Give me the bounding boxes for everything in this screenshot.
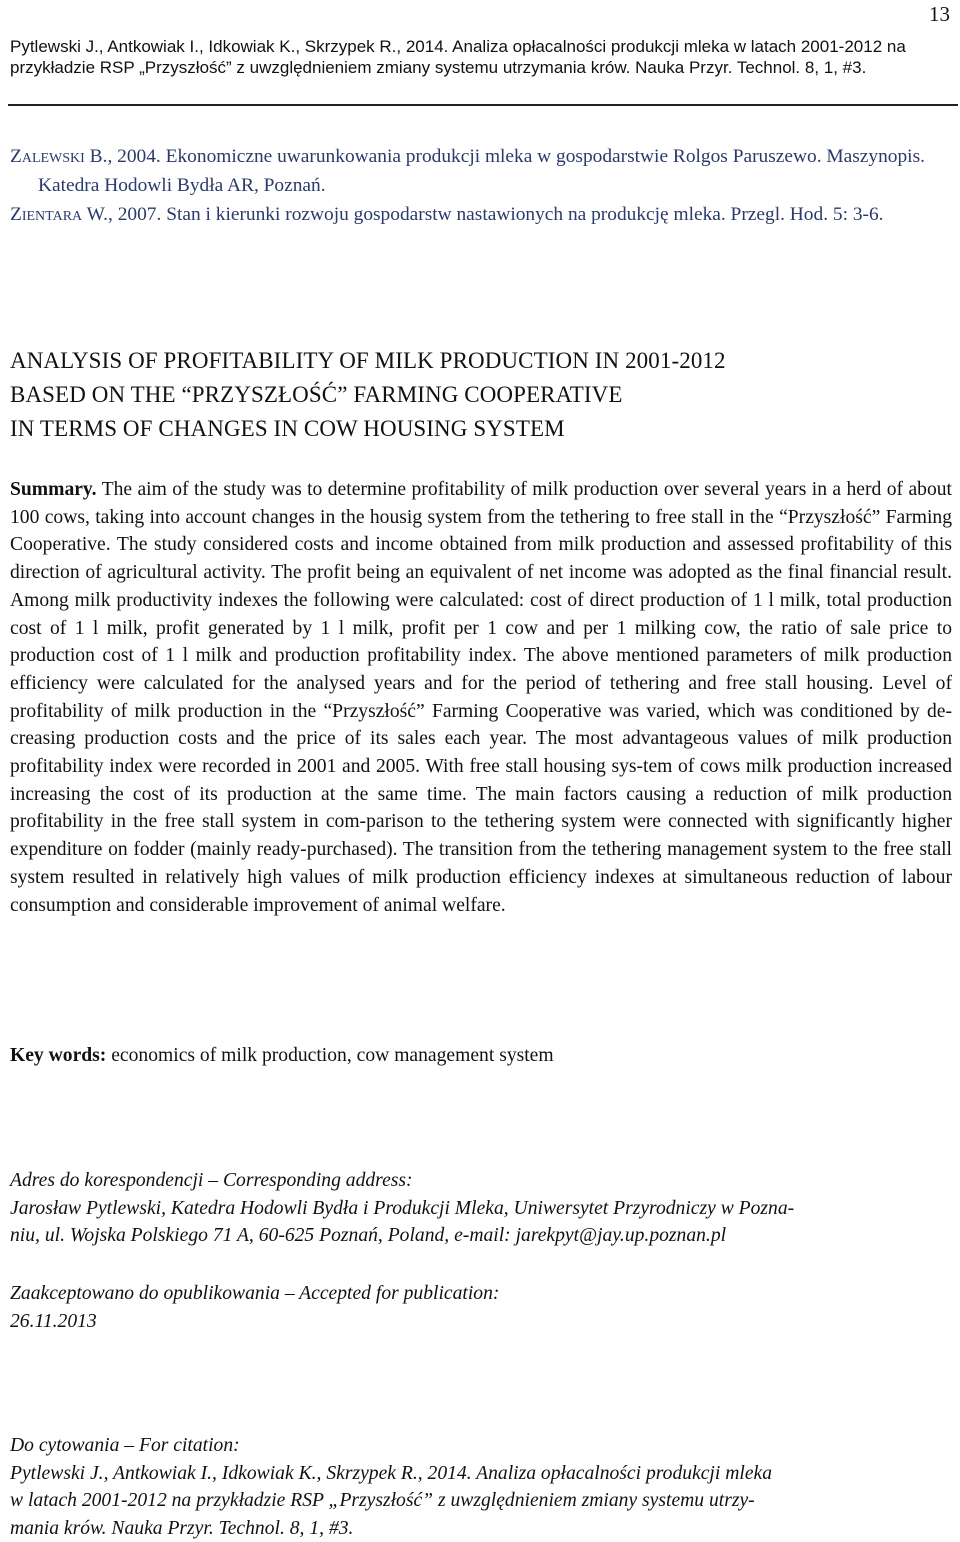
reference-list — [10, 142, 955, 229]
reference-text: Ekonomiczne uwarunkowania produkcji mleka w gospodarstwie Rolgos Paruszewo. Maszynopis. Katedra Hodowli Bydła AR, Poznań. — [38, 146, 925, 196]
english-title-line: ANALYSIS OF PROFITABILITY OF MILK PRODUCTION IN 2001-2012 — [10, 348, 726, 373]
citation-line: w latach 2001-2012 na przykładzie RSP „Przyszłość” z uwzględnieniem zmiany systemu utrzy- — [10, 1490, 755, 1511]
english-title — [10, 344, 955, 446]
summary-paragraph — [10, 476, 952, 919]
citation-block — [10, 1432, 955, 1542]
accepted-date: 26.11.2013 — [10, 1310, 97, 1332]
reference-item — [10, 200, 955, 229]
header-rule — [8, 104, 958, 106]
summary-text: The aim of the study was to determine profitability of milk production over several years in a herd of about 100 cows, taking into account changes in the housig system from the tethering to free stall in the “Przyszłość” Farming Cooperative. The study considered costs and income obtained from milk production and assessed profitability of this direction of agricultural activity. The profit being an equivalent of net income was adopted as the final financial result. Among milk productivity indexes the following were calculated: cost of direct production of 1 l milk, total production cost of 1 l milk, profit generated by 1 l milk, profit per 1 cow and per 1 milking cow, the ratio of sale price to production cost of 1 l milk and production profitability index. The above mentioned parameters of milk production efficiency were calculated for the analysed years and for the period of tethering and free stall housing. Level of profitability of milk production in the “Przyszłość” Farming Cooperative was varied, which was conditioned by de-creasing production costs and the price of its sales each year. The most advantageous values of milk production profitability index were recorded in 2001 and 2005. With free stall housing sys-tem of cows milk production increased increasing the cost of its production at the same time. The main factors causing a reduction of milk production profitability in the free stall system in com-parison to the tethering system were connected with significantly higher expenditure on fodder (mainly ready-purchased). The transition from the tethering management system to the free stall system resulted in relatively high values of milk production efficiency indexes at simultaneous reduction of labour consumption and considerable improvement of animal welfare. — [10, 479, 952, 916]
correspondence-line: Jarosław Pytlewski, Katedra Hodowli Bydła i Produkcji Mleka, Uniwersytet Przyrodniczy w Pozna- — [10, 1197, 795, 1219]
accepted-heading: Zaakceptowano do opublikowania – Accepted for publication: — [10, 1283, 500, 1304]
citation-line: Pytlewski J., Antkowiak I., Idkowiak K., Skrzypek R., 2014. Analiza opłacalności produkcji mleka — [10, 1462, 773, 1484]
accepted-block — [10, 1280, 955, 1335]
correspondence-heading: Adres do korespondencji – Corresponding address: — [10, 1170, 413, 1191]
citation-line: mania krów. Nauka Przyr. Technol. 8, 1, #3. — [10, 1517, 354, 1539]
english-title-line: IN TERMS OF CHANGES IN COW HOUSING SYSTEM — [10, 416, 565, 441]
reference-author: Zientara W., 2007. — [10, 204, 162, 225]
citation-heading: Do cytowania – For citation: — [10, 1435, 240, 1456]
page-number: 13 — [929, 2, 950, 26]
correspondence-block — [10, 1167, 955, 1250]
summary-label: Summary. — [10, 479, 97, 500]
keywords-label: Key words: — [10, 1045, 107, 1066]
keywords — [10, 1042, 955, 1070]
english-title-line: BASED ON THE “PRZYSZŁOŚĆ” FARMING COOPERATIVE — [10, 382, 623, 407]
reference-item — [10, 142, 955, 200]
correspondence-line: niu, ul. Wojska Polskiego 71 A, 60-625 Poznań, Poland, e-mail: jarekpyt@jay.up.poznan.pl — [10, 1225, 727, 1246]
running-head: Pytlewski J., Antkowiak I., Idkowiak K., Skrzypek R., 2014. Analiza opłacalności produkcji mleka w latach 2001-2012 na przykładzie RSP „Przyszłość” z uwzględnieniem zmiany systemu utrzymania krów. Nauka Przyr. Technol. 8, 1, #3. — [10, 37, 906, 77]
reference-text: Stan i kierunki rozwoju gospodarstw nastawionych na produkcję mleka. Przegl. Hod. 5: 3-6. — [161, 204, 884, 225]
keywords-text: economics of milk production, cow management system — [106, 1045, 554, 1066]
reference-author: Zalewski B., 2004. — [10, 146, 161, 167]
